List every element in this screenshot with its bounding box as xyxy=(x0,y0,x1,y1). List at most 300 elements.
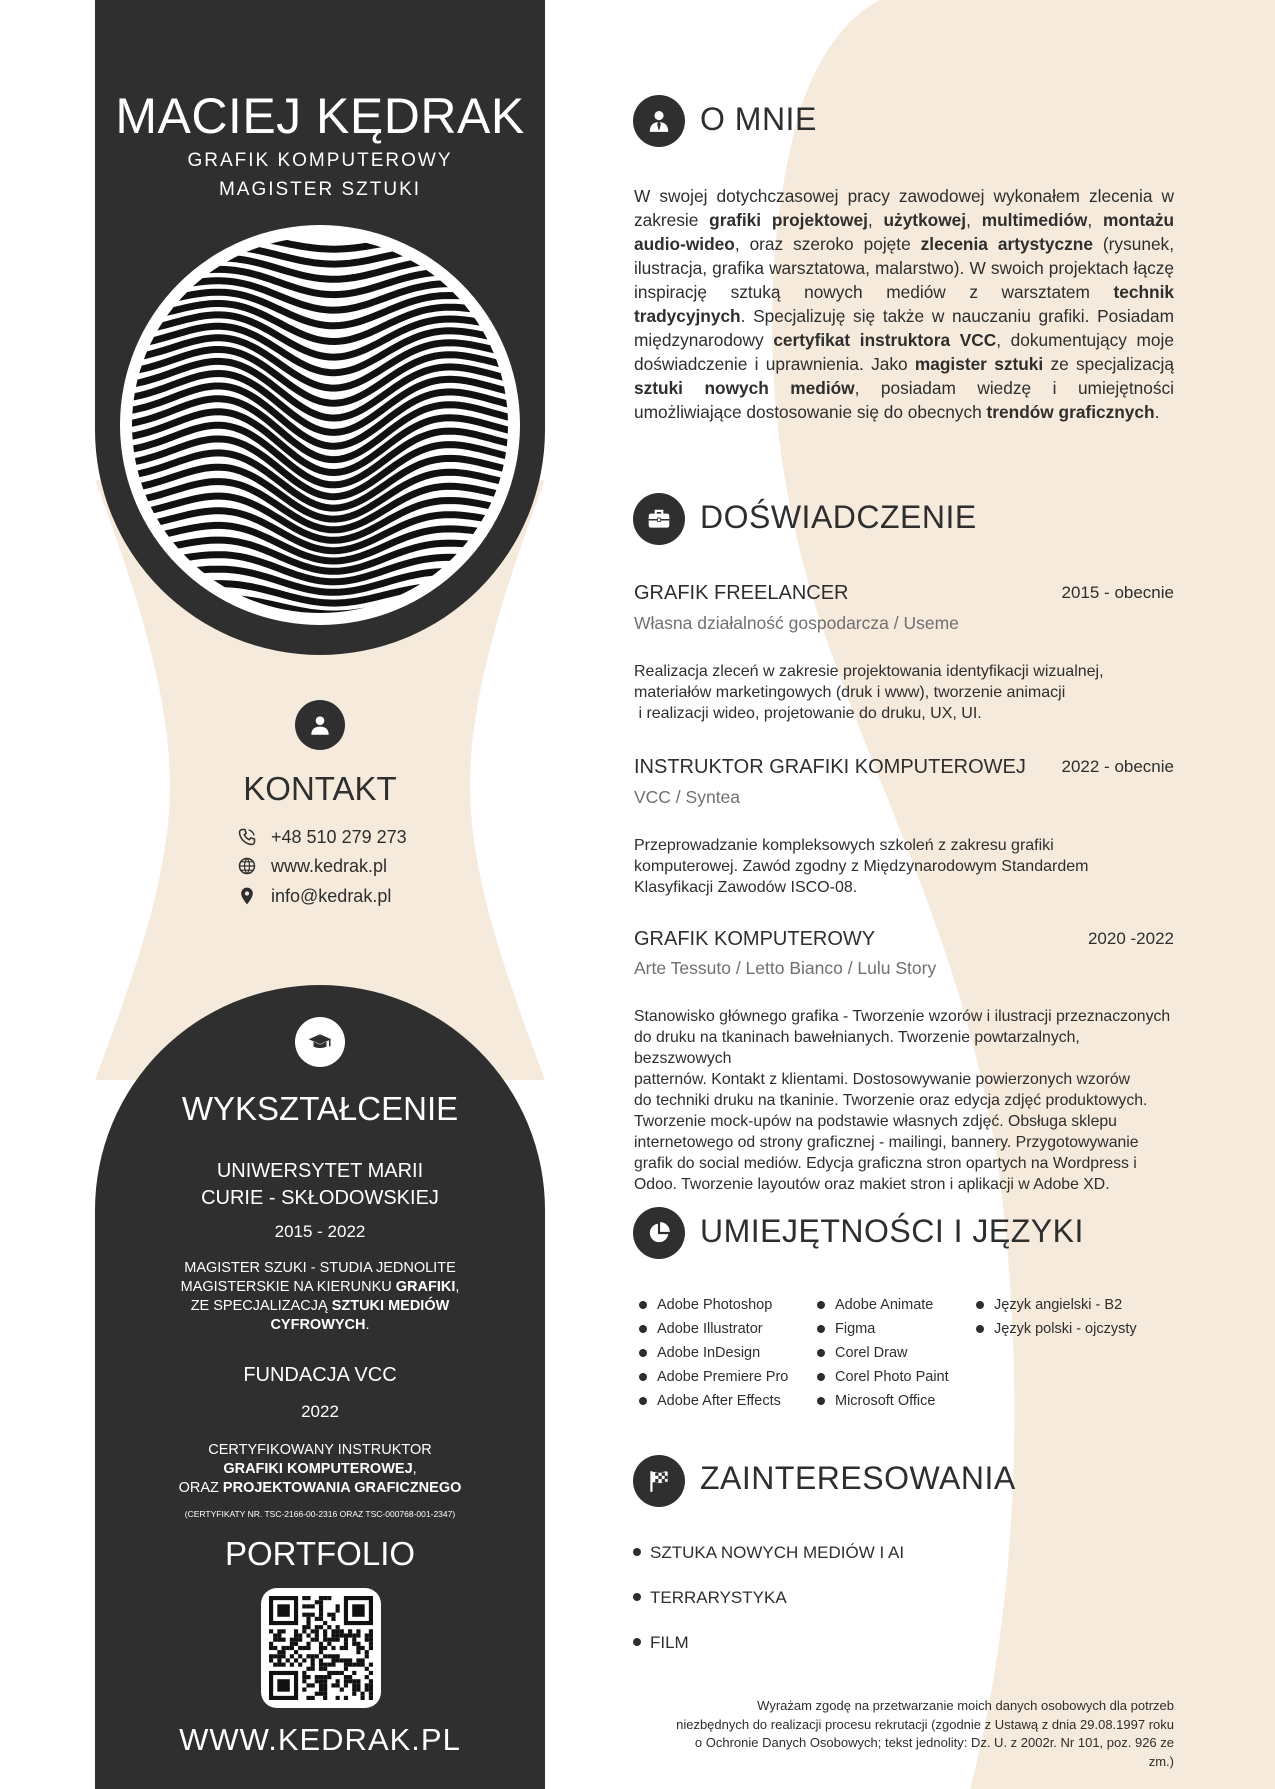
qr-module xyxy=(315,1654,319,1658)
about-text-bold: sztuki nowych mediów xyxy=(634,378,855,398)
qr-module xyxy=(327,1642,331,1646)
qr-module xyxy=(365,1654,369,1658)
skills-software-col-2 xyxy=(815,1293,949,1413)
qr-module xyxy=(281,1663,285,1667)
qr-module xyxy=(369,1671,373,1675)
about-text-bold: grafiki projektowej xyxy=(709,210,868,230)
skill-item: Adobe Premiere Pro xyxy=(637,1365,788,1389)
qr-module xyxy=(306,1604,310,1608)
qr-module xyxy=(302,1596,306,1600)
qr-module xyxy=(369,1663,373,1667)
qr-module xyxy=(365,1633,369,1637)
foundation-year: 2022 xyxy=(301,1402,339,1421)
qr-module xyxy=(311,1696,315,1700)
qr-module xyxy=(340,1688,344,1692)
qr-module xyxy=(331,1629,335,1633)
language-item: Język polski - ojczysty xyxy=(974,1317,1137,1341)
qr-module xyxy=(323,1629,327,1633)
qr-module xyxy=(323,1621,327,1625)
qr-module xyxy=(311,1629,315,1633)
qr-module xyxy=(336,1638,340,1642)
qr-module xyxy=(311,1654,315,1658)
job-date: 2022 - obecnie xyxy=(1061,757,1174,776)
job-desc-line: patternów. Kontakt z klientami. Dostosowywanie powierzonych wzorów xyxy=(634,1071,1131,1088)
qr-module xyxy=(369,1646,373,1650)
qr-module xyxy=(302,1675,306,1679)
qr-module xyxy=(315,1675,319,1679)
about-text-run: , oraz szeroko pojęte xyxy=(734,234,921,254)
qr-module xyxy=(298,1654,302,1658)
qr-module xyxy=(340,1658,344,1662)
about-text-run: W swojej dotychczasowej pracy zawodowej wykonałem zlecenia w zakresie xyxy=(634,186,1174,230)
qr-module xyxy=(369,1629,373,1633)
qr-module xyxy=(336,1608,340,1612)
qr-module xyxy=(331,1638,335,1642)
contact-title: KONTAKT xyxy=(243,770,397,807)
about-text xyxy=(634,184,1174,424)
about-text-bold: magister sztuki xyxy=(914,354,1044,374)
qr-module xyxy=(319,1667,323,1671)
qr-module xyxy=(306,1625,310,1629)
qr-module xyxy=(273,1654,277,1658)
university-desc-line: MAGISTER SZUKI - STUDIA JEDNOLITE xyxy=(184,1260,456,1276)
qr-module xyxy=(290,1646,294,1650)
education-title: WYKSZTAŁCENIE xyxy=(181,1090,459,1127)
qr-module xyxy=(315,1617,319,1621)
qr-module xyxy=(323,1688,327,1692)
qr-module xyxy=(331,1613,335,1617)
about-text-bold: użytkowej xyxy=(883,210,967,230)
qr-module xyxy=(298,1638,302,1642)
qr-module xyxy=(294,1633,298,1637)
about-text-bold: montażu audio-wideo xyxy=(634,210,1175,254)
skill-item: Microsoft Office xyxy=(815,1389,949,1413)
qr-module xyxy=(319,1617,323,1621)
qr-module xyxy=(319,1613,323,1617)
qr-module xyxy=(281,1654,285,1658)
qr-module xyxy=(319,1688,323,1692)
qr-module xyxy=(302,1613,306,1617)
qr-code-icon xyxy=(269,1596,373,1700)
certificate-numbers: (CERTYFIKATY NR. TSC-2166-00-2316 ORAZ TSC-000768-001-2347) xyxy=(184,1509,456,1519)
qr-module xyxy=(323,1692,327,1696)
qr-module xyxy=(277,1663,281,1667)
qr-module xyxy=(331,1683,335,1687)
qr-module xyxy=(319,1600,323,1604)
qr-module xyxy=(269,1646,273,1650)
qr-finder-core xyxy=(352,1604,364,1616)
job-title: GRAFIK FREELANCER xyxy=(634,582,849,604)
qr-module xyxy=(273,1633,277,1637)
job-description xyxy=(634,661,1174,724)
qr-module xyxy=(306,1667,310,1671)
qr-module xyxy=(369,1642,373,1646)
qr-module xyxy=(277,1633,281,1637)
about-text-bold: zlecenia artystyczne xyxy=(920,234,1093,254)
about-text-run: , posiadam wiedzę i umiejętności umożliwiające dostosowanie się do obecnych xyxy=(634,378,1174,422)
qr-module xyxy=(336,1604,340,1608)
qr-module xyxy=(311,1658,315,1662)
job-description xyxy=(634,1006,1174,1195)
qr-module xyxy=(352,1692,356,1696)
degree-subtitle: MAGISTER SZTUKI xyxy=(218,179,422,200)
qr-module xyxy=(319,1679,323,1683)
qr-module xyxy=(356,1658,360,1662)
qr-module xyxy=(315,1629,319,1633)
qr-module xyxy=(356,1688,360,1692)
foundation-desc-line: ORAZ PROJEKTOWANIA GRAFICZNEGO xyxy=(178,1480,462,1496)
qr-module xyxy=(336,1679,340,1683)
qr-module xyxy=(331,1633,335,1637)
qr-module xyxy=(323,1679,327,1683)
qr-module xyxy=(348,1633,352,1637)
qr-module xyxy=(327,1625,331,1629)
qr-module xyxy=(356,1633,360,1637)
qr-module xyxy=(277,1629,281,1633)
qr-module xyxy=(311,1613,315,1617)
qr-module xyxy=(306,1621,310,1625)
qr-module xyxy=(327,1638,331,1642)
qr-module xyxy=(319,1596,323,1600)
qr-module xyxy=(319,1650,323,1654)
qr-module xyxy=(319,1692,323,1696)
qr-module xyxy=(344,1638,348,1642)
qr-module xyxy=(277,1654,281,1658)
qr-module xyxy=(281,1629,285,1633)
qr-module xyxy=(348,1658,352,1662)
qr-module xyxy=(361,1663,365,1667)
qr-module xyxy=(361,1692,365,1696)
qr-module xyxy=(315,1625,319,1629)
qr-finder-core xyxy=(277,1679,289,1691)
qr-module xyxy=(361,1646,365,1650)
job-description xyxy=(634,835,1174,898)
qr-module xyxy=(306,1613,310,1617)
qr-module xyxy=(273,1646,277,1650)
qr-module xyxy=(319,1625,323,1629)
skill-item: Figma xyxy=(815,1317,949,1341)
qr-module xyxy=(319,1658,323,1662)
foundation-description xyxy=(140,1441,500,1498)
about-title: O MNIE xyxy=(700,101,817,137)
skill-item: Adobe Illustrator xyxy=(637,1317,788,1341)
skills-languages-col xyxy=(974,1293,1137,1341)
qr-module xyxy=(306,1596,310,1600)
qr-module xyxy=(331,1658,335,1662)
qr-module xyxy=(336,1683,340,1687)
consent-line: o Ochronie Danych Osobowych; tekst jednolity: Dz. U. z 2002r. Nr 101, poz. 926 ze zm.) xyxy=(694,1735,1174,1769)
graduation-cap-icon xyxy=(295,1017,345,1067)
qr-module xyxy=(323,1675,327,1679)
qr-module xyxy=(281,1650,285,1654)
qr-module xyxy=(344,1696,348,1700)
qr-module xyxy=(306,1654,310,1658)
qr-module xyxy=(286,1646,290,1650)
skill-item: Corel Draw xyxy=(815,1341,949,1365)
qr-module xyxy=(344,1663,348,1667)
job-company: VCC / Syntea xyxy=(634,787,741,807)
university-desc-line: MAGISTERSKIE NA KIERUNKU GRAFIKI, xyxy=(180,1279,460,1295)
qr-module xyxy=(306,1617,310,1621)
interest-item: FILM xyxy=(633,1633,689,1653)
qr-module xyxy=(331,1646,335,1650)
qr-module xyxy=(365,1638,369,1642)
qr-module xyxy=(319,1663,323,1667)
qr-module xyxy=(281,1646,285,1650)
qr-module xyxy=(311,1667,315,1671)
qr-module xyxy=(273,1663,277,1667)
qr-module xyxy=(352,1671,356,1675)
qr-module xyxy=(348,1663,352,1667)
qr-module xyxy=(323,1633,327,1637)
qr-module xyxy=(369,1633,373,1637)
qr-module xyxy=(323,1646,327,1650)
portfolio-qr-code[interactable] xyxy=(261,1588,381,1708)
checkered-flag-icon xyxy=(633,1455,685,1507)
university-years: 2015 - 2022 xyxy=(274,1222,366,1241)
about-text-run: (rysunek, ilustracja, grafika warsztatowa, malarstwo). W swoich projektach łączę inspirację sztuką nowych mediów z warsztatem xyxy=(634,234,1174,302)
qr-module xyxy=(369,1638,373,1642)
phone-icon xyxy=(236,826,258,848)
about-text-run: . Specjalizuję się także w nauczaniu grafiki. Posiadam międzynarodowy xyxy=(634,306,1174,350)
qr-module xyxy=(365,1667,369,1671)
qr-module xyxy=(269,1658,273,1662)
portfolio-website[interactable]: WWW.KEDRAK.PL xyxy=(179,1722,461,1757)
qr-module xyxy=(298,1633,302,1637)
contact-website[interactable]: www.kedrak.pl xyxy=(271,855,388,876)
job-desc-line: i realizacji wideo, projetowanie do druku, UX, UI. xyxy=(634,705,982,722)
qr-module xyxy=(294,1629,298,1633)
qr-module xyxy=(298,1646,302,1650)
qr-module xyxy=(302,1604,306,1608)
qr-module xyxy=(336,1633,340,1637)
qr-module xyxy=(369,1696,373,1700)
qr-module xyxy=(336,1658,340,1662)
qr-module xyxy=(327,1675,331,1679)
qr-module xyxy=(344,1633,348,1637)
job-desc-line: komputerowej. Zawód zgodny z Międzynarodowym Standardem xyxy=(634,858,1089,875)
qr-module xyxy=(369,1688,373,1692)
qr-module xyxy=(323,1596,327,1600)
qr-module xyxy=(277,1650,281,1654)
qr-module xyxy=(302,1646,306,1650)
qr-module xyxy=(323,1667,327,1671)
qr-module xyxy=(336,1654,340,1658)
qr-module xyxy=(344,1658,348,1662)
user-icon xyxy=(295,700,345,750)
qr-module xyxy=(302,1671,306,1675)
about-text-bold: technik tradycyjnych xyxy=(634,282,1174,326)
qr-module xyxy=(352,1679,356,1683)
about-text-run: , xyxy=(1087,210,1103,230)
qr-module xyxy=(340,1646,344,1650)
qr-module xyxy=(294,1638,298,1642)
job-company: Własna działalność gospodarcza / Useme xyxy=(634,613,959,633)
qr-module xyxy=(352,1633,356,1637)
portfolio-title: PORTFOLIO xyxy=(224,1535,416,1572)
qr-module xyxy=(352,1663,356,1667)
about-text-run: ze specjalizacją xyxy=(1043,354,1174,374)
qr-module xyxy=(336,1696,340,1700)
qr-module xyxy=(340,1629,344,1633)
qr-module xyxy=(331,1654,335,1658)
qr-module xyxy=(344,1642,348,1646)
qr-module xyxy=(277,1658,281,1662)
qr-module xyxy=(327,1663,331,1667)
job-desc-line: do techniki druku na tkaninie. Tworzenie oraz edycja zdjęć produktowych. xyxy=(634,1092,1148,1109)
qr-module xyxy=(348,1679,352,1683)
qr-module xyxy=(315,1600,319,1604)
qr-module xyxy=(273,1638,277,1642)
interest-item: TERRARYSTYKA xyxy=(633,1588,787,1608)
job-desc-line: Klasyfikacji Zawodów ISCO-08. xyxy=(634,879,858,896)
qr-module xyxy=(294,1650,298,1654)
qr-module xyxy=(348,1629,352,1633)
qr-module xyxy=(306,1642,310,1646)
qr-module xyxy=(365,1650,369,1654)
skill-item: Corel Photo Paint xyxy=(815,1365,949,1389)
qr-module xyxy=(356,1646,360,1650)
skill-item: Adobe Photoshop xyxy=(637,1293,788,1317)
language-item: Język angielski - B2 xyxy=(974,1293,1137,1317)
job-desc-line: Stanowisko głównego grafika - Tworzenie wzorów i ilustracji przeznaczonych xyxy=(634,1008,1171,1025)
contact-phone[interactable]: +48 510 279 273 xyxy=(271,826,407,847)
qr-module xyxy=(302,1679,306,1683)
job-date: 2015 - obecnie xyxy=(1061,583,1174,602)
fingerprint-circle-bg xyxy=(120,225,520,625)
qr-module xyxy=(361,1696,365,1700)
qr-module xyxy=(356,1629,360,1633)
qr-module xyxy=(344,1646,348,1650)
briefcase-icon xyxy=(633,493,685,545)
qr-module xyxy=(356,1679,360,1683)
skill-item: Adobe Animate xyxy=(815,1293,949,1317)
qr-module xyxy=(336,1625,340,1629)
job-company: Arte Tessuto / Letto Bianco / Lulu Story xyxy=(634,958,937,978)
contact-website-row xyxy=(236,853,387,879)
interests-title: ZAINTERESOWANIA xyxy=(700,1460,1016,1496)
skills-title: UMIEJĘTNOŚCI I JĘZYKI xyxy=(700,1213,1084,1249)
job-desc-line: materiałów marketingowych (druk i www), tworzenie animacji xyxy=(634,684,1066,701)
qr-module xyxy=(331,1671,335,1675)
qr-module xyxy=(356,1642,360,1646)
about-text-bold: multimediów xyxy=(981,210,1088,230)
qr-module xyxy=(306,1646,310,1650)
job-desc-line: Odoo. Tworzenie layoutów oraz makiet stron i aplikacji w Adobe XD. xyxy=(634,1176,1110,1193)
qr-module xyxy=(269,1629,273,1633)
qr-module xyxy=(327,1596,331,1600)
qr-module xyxy=(302,1629,306,1633)
qr-module xyxy=(290,1654,294,1658)
qr-module xyxy=(302,1658,306,1662)
foundation-name: FUNDACJA VCC xyxy=(243,1364,397,1386)
qr-module xyxy=(327,1654,331,1658)
globe-icon xyxy=(236,855,258,877)
qr-module xyxy=(365,1688,369,1692)
about-text-run: , xyxy=(867,210,884,230)
job-desc-line: do druku na tkaninach bawełnianych. Tworzenie powtarzalnych, bezszwowych xyxy=(634,1029,1080,1067)
qr-module xyxy=(340,1633,344,1637)
qr-module xyxy=(302,1688,306,1692)
qr-module xyxy=(319,1604,323,1608)
qr-module xyxy=(294,1642,298,1646)
university-desc-line: ZE SPECJALIZACJĄ SZTUKI MEDIÓW xyxy=(190,1298,450,1314)
qr-module xyxy=(319,1646,323,1650)
qr-module xyxy=(290,1638,294,1642)
qr-module xyxy=(344,1667,348,1671)
qr-module xyxy=(290,1642,294,1646)
qr-module xyxy=(311,1663,315,1667)
qr-module xyxy=(348,1675,352,1679)
qr-module xyxy=(311,1683,315,1687)
job-desc-line: internetowego od strony graficznej - mailingi, bannery. Przygotowywanie xyxy=(634,1134,1139,1151)
qr-module xyxy=(340,1671,344,1675)
qr-module xyxy=(352,1642,356,1646)
qr-module xyxy=(365,1675,369,1679)
contact-email[interactable]: info@kedrak.pl xyxy=(271,885,392,906)
qr-module xyxy=(319,1683,323,1687)
qr-module xyxy=(356,1650,360,1654)
qr-module xyxy=(323,1654,327,1658)
qr-module xyxy=(269,1642,273,1646)
qr-module xyxy=(344,1683,348,1687)
consent-line: niezbędnych do realizacji procesu rekrutacji (zgodnie z Ustawą z dnia 29.08.1997 roku xyxy=(676,1716,1174,1732)
qr-module xyxy=(336,1671,340,1675)
foundation-desc-line: CERTYFIKOWANY INSTRUKTOR xyxy=(208,1442,432,1458)
qr-module xyxy=(306,1675,310,1679)
interest-item: SZTUKA NOWYCH MEDIÓW I AI xyxy=(633,1543,904,1563)
qr-module xyxy=(319,1608,323,1612)
university-name-line-2: CURIE - SKŁODOWSKIEJ xyxy=(201,1187,439,1209)
skill-item: Adobe InDesign xyxy=(637,1341,788,1365)
qr-module xyxy=(306,1633,310,1637)
qr-module xyxy=(323,1696,327,1700)
qr-module xyxy=(356,1663,360,1667)
about-text-bold: certyfikat instruktora VCC xyxy=(773,330,997,350)
qr-module xyxy=(352,1638,356,1642)
gdpr-consent xyxy=(670,1697,1174,1771)
person-name: MACIEJ KĘDRAK xyxy=(115,88,525,144)
qr-module xyxy=(369,1683,373,1687)
qr-module xyxy=(344,1675,348,1679)
about-text-run: , dokumentujący moje doświadczenie i uprawnienia. Jako xyxy=(634,330,1174,374)
qr-module xyxy=(336,1629,340,1633)
skills-software-col-1 xyxy=(637,1293,788,1413)
qr-finder-core xyxy=(277,1604,289,1616)
qr-module xyxy=(331,1663,335,1667)
qr-module xyxy=(298,1663,302,1667)
qr-module xyxy=(315,1692,319,1696)
map-pin-icon xyxy=(236,885,258,907)
qr-module xyxy=(352,1688,356,1692)
qr-module xyxy=(281,1638,285,1642)
foundation-desc-line: GRAFIKI KOMPUTEROWEJ, xyxy=(223,1461,417,1477)
qr-module xyxy=(365,1683,369,1687)
qr-module xyxy=(369,1692,373,1696)
qr-module xyxy=(344,1679,348,1683)
qr-module xyxy=(323,1638,327,1642)
qr-module xyxy=(294,1658,298,1662)
qr-module xyxy=(315,1638,319,1642)
contact-email-row xyxy=(236,883,391,909)
qr-module xyxy=(331,1617,335,1621)
qr-module xyxy=(369,1679,373,1683)
qr-module xyxy=(327,1613,331,1617)
qr-module xyxy=(323,1683,327,1687)
qr-module xyxy=(356,1683,360,1687)
university-desc-line: CYFROWYCH. xyxy=(270,1317,370,1333)
qr-module xyxy=(269,1654,273,1658)
